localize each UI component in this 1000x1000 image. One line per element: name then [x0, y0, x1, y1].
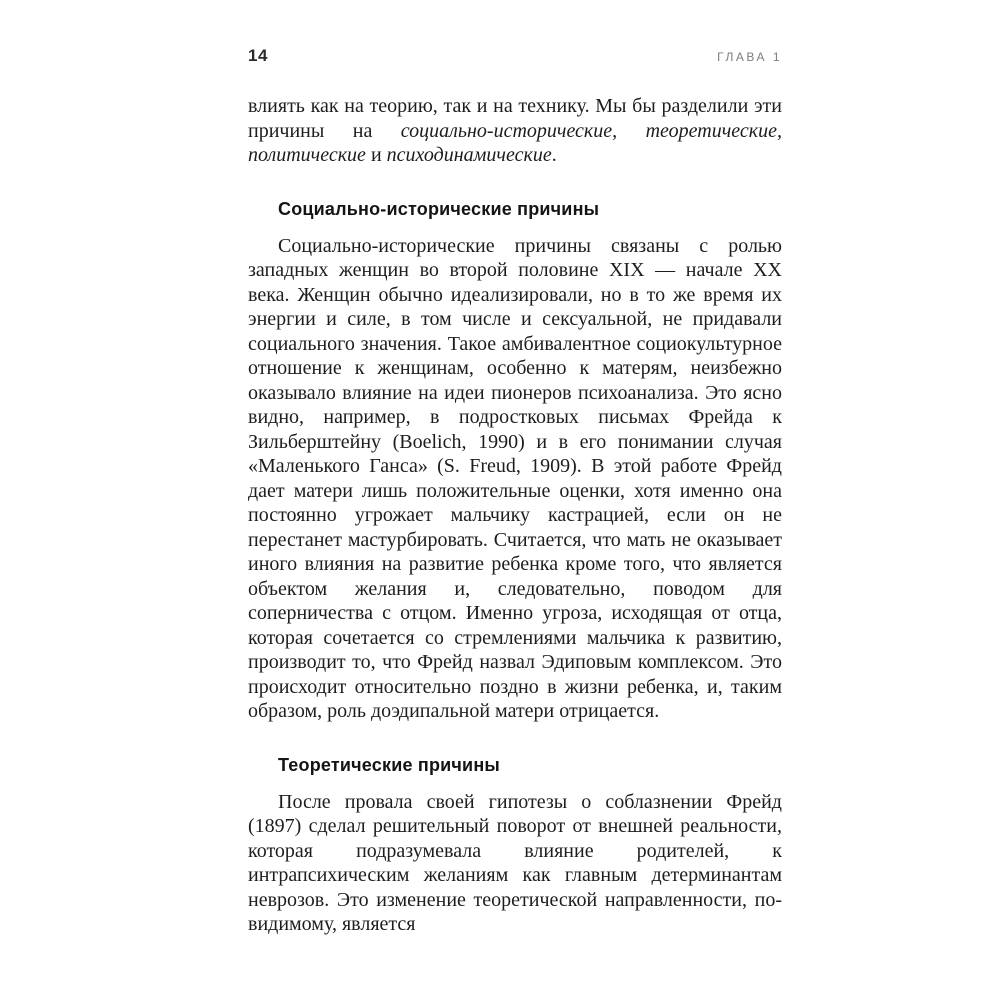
- intro-italic-terms-1: социально-исторические, теоретические, политические: [248, 119, 782, 166]
- section-heading: Социально-исторические причины: [278, 198, 600, 219]
- intro-italic-terms-2: психодинамические: [386, 144, 552, 166]
- section-heading: Теоретические причины: [278, 754, 500, 775]
- intro-text-2: и: [365, 144, 387, 166]
- page-body: [248, 94, 782, 937]
- chapter-running-head: ГЛАВА 1: [717, 50, 782, 64]
- section-paragraph: Социально-исторические причины связаны с ролью западных женщин во второй половине XIX — начале XX века. Женщин обычно идеализировали, но в то же время их энергии и силе, в том числе и сексуальной, не придавали социального значения. Такое амбивалентное социокультурное отношение к женщинам, особенно к матерям, неизбежно оказывало влияние на идеи пионеров психоанализа. Это ясно видно, например, в подростковых письмах Фрейда к Зильберштейну (Boelich, 1990) и в его понимании случая «Маленького Ганса» (S. Freud, 1909). В этой работе Фрейд дает матери лишь положительные оценки, хотя именно она постоянно угрожает мальчику кастрацией, если он не перестанет мастурбировать. Считается, что мать не оказывает иного влияния на развитие ребенка кроме того, что является объектом желания и, следовательно, поводом для соперничества с отцом. Именно угроза, исходящая от отца, которая сочетается со стремлениями мальчика к развитию, производит то, что Фрейд назвал Эдиповым комплексом. Это происходит относительно поздно в жизни ребенка, и, таким образом, роль доэдипальной матери отрицается.: [248, 234, 782, 722]
- intro-text-3: .: [551, 144, 557, 166]
- intro-text-1: влиять как на теорию, так и на технику. Мы бы разделили эти причины на: [248, 95, 782, 142]
- section-socio-historical: [248, 198, 782, 724]
- section-theoretical: [248, 754, 782, 937]
- page-header: [248, 46, 782, 66]
- intro-paragraph: [248, 94, 782, 168]
- section-paragraph: После провала своей гипотезы о соблазнении Фрейд (1897) сделал решительный поворот от внешней реальности, которая подразумевала влияние родителей, к интрапсихическим желаниям как главным детерминантам неврозов. Это изменение теоретической направленности, по-видимому, является: [248, 790, 782, 935]
- page-number: 14: [248, 46, 268, 65]
